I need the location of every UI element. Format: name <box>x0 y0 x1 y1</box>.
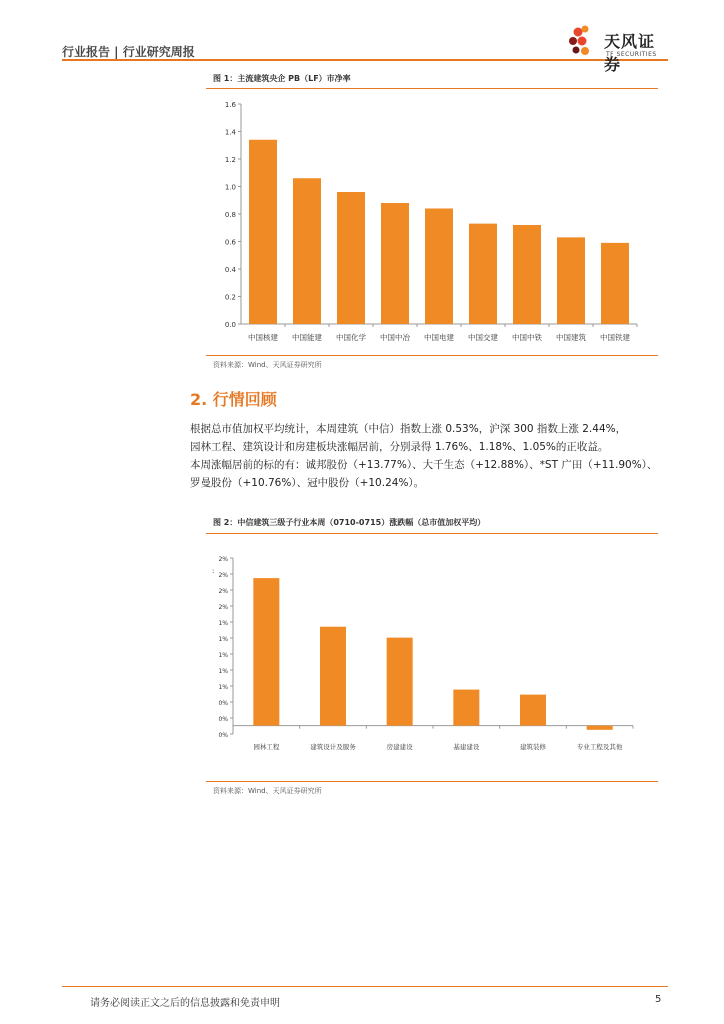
bar <box>557 237 585 324</box>
x-tick-label: 中国铁建 <box>600 333 630 342</box>
bar <box>425 209 453 325</box>
figure2-source: 资料来源：Wind、天风证券研究所 <box>213 787 322 795</box>
x-tick-label: 建筑装修 <box>520 743 546 751</box>
y-tick-label: 0% <box>218 732 228 739</box>
section-paragraph <box>190 420 664 492</box>
x-tick-label: 基建建设 <box>453 743 480 751</box>
logo-subtext: TF SECURITIES <box>606 51 657 58</box>
paragraph-line: 根据总市值加权平均统计，本周建筑（中信）指数上涨 0.53%，沪深 300 指数上涨 2.44%， <box>190 423 627 435</box>
y-tick-label: 2% <box>218 572 228 579</box>
paragraph-line: 本周涨幅居前的标的有：诚邦股份（+13.77%）、大千生态（+12.88%）、*ST 广田（+11.90%）、 <box>190 459 658 471</box>
x-tick-label: 专业工程及其他 <box>576 743 623 751</box>
y-tick-label: 1% <box>218 684 228 691</box>
y-tick-label: 1.4 <box>224 128 236 137</box>
footer-disclaimer: 请务必阅读正文之后的信息披露和免责申明 <box>90 998 280 1009</box>
y-tick-label: 1.6 <box>224 101 236 109</box>
flower-logo-icon <box>568 24 602 58</box>
footer-divider <box>62 986 668 987</box>
header-title: 行业报告 | 行业研究周报 <box>62 45 195 59</box>
bar <box>249 140 277 324</box>
bar <box>387 638 413 726</box>
y-tick-label: 1% <box>218 636 228 643</box>
figure1-bottom-rule <box>206 355 658 356</box>
figure1-source: 资料来源：Wind、天风证券研究所 <box>213 361 322 369</box>
x-tick-label: 房建建设 <box>386 743 413 751</box>
x-tick-label: 建筑设计及服务 <box>310 743 356 751</box>
bar <box>381 203 409 324</box>
section-heading: 2. 行情回顾 <box>190 390 277 409</box>
bar <box>337 192 365 324</box>
y-tick-label: 0.0 <box>224 321 236 329</box>
y-tick-label: 1.2 <box>224 156 236 164</box>
x-tick-label: 中国中铁 <box>512 333 542 342</box>
bar <box>253 578 279 726</box>
logo-text: 天风证券 <box>604 32 656 74</box>
x-tick-label: 中国电建 <box>424 333 454 342</box>
y-tick-label: 1% <box>218 620 228 627</box>
bar <box>513 225 541 324</box>
figure2-top-rule <box>206 533 658 534</box>
y-tick-label: 0.4 <box>224 266 236 274</box>
brand-logo <box>568 24 668 74</box>
figure2-title: 图 2：中信建筑三级子行业本周（0710-0715）涨跌幅（总市值加权平均） <box>213 518 486 527</box>
chart2 <box>206 555 658 760</box>
y-tick-label: 1.0 <box>224 183 236 192</box>
x-tick-label: 中国能建 <box>292 333 322 342</box>
y-tick-label: 0% <box>218 700 228 707</box>
page-number: 5 <box>655 994 662 1005</box>
bar <box>453 690 479 726</box>
header-divider <box>62 59 668 61</box>
y-tick-label: 0.8 <box>224 211 236 219</box>
x-tick-label: 中国化学 <box>336 333 366 342</box>
y-tick-label: 0% <box>218 716 228 723</box>
bar <box>320 627 346 726</box>
paragraph-line: 园林工程、建筑设计和房建板块涨幅居前，分别录得 1.76%、1.18%、1.05%的正收益。 <box>190 441 609 453</box>
figure1-top-rule <box>206 88 658 89</box>
y-axis-label: : <box>212 567 215 575</box>
bar <box>469 224 497 324</box>
figure1-title: 图 1：主流建筑央企 PB（LF）市净率 <box>213 74 351 83</box>
paragraph-line: 罗曼股份（+10.76%）、冠中股份（+10.24%）。 <box>190 477 425 489</box>
bar <box>293 178 321 324</box>
bar <box>520 695 546 726</box>
x-tick-label: 中国中冶 <box>380 333 410 342</box>
figure2-bottom-rule <box>206 781 658 782</box>
x-tick-label: 中国建筑 <box>556 333 586 342</box>
y-tick-label: 0.6 <box>224 238 236 247</box>
y-tick-label: 1% <box>218 652 228 659</box>
bar <box>601 243 629 324</box>
bar <box>587 726 613 730</box>
y-tick-label: 2% <box>218 604 228 611</box>
x-tick-label: 中国交建 <box>468 333 498 342</box>
y-tick-label: 2% <box>218 588 228 595</box>
x-tick-label: 园林工程 <box>253 743 280 751</box>
y-tick-label: 2% <box>218 556 228 563</box>
x-tick-label: 中国核建 <box>248 333 278 342</box>
chart1 <box>206 92 658 354</box>
y-tick-label: 1% <box>218 668 228 675</box>
y-tick-label: 0.2 <box>224 293 236 302</box>
